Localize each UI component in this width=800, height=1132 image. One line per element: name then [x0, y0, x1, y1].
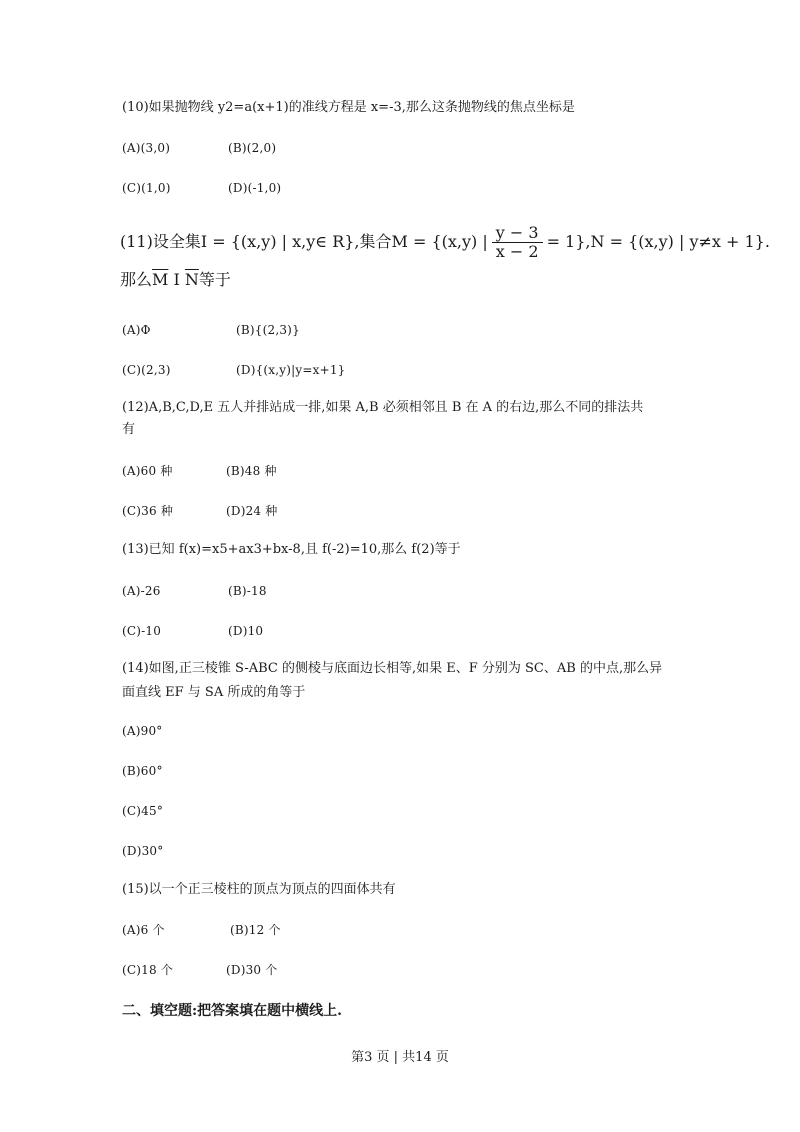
q14-option-c: (C)45°	[122, 804, 164, 818]
q10-option-a: (A)(3,0)	[122, 141, 171, 155]
q15-stem: (15)以一个正三棱柱的顶点为顶点的四面体共有	[122, 882, 396, 897]
q10-option-b: (B)(2,0)	[228, 141, 277, 155]
q14-option-a: (A)90°	[122, 724, 163, 738]
q10-stem: (10)如果抛物线 y2=a(x+1)的准线方程是 x=-3,那么这条抛物线的焦点坐标是	[122, 100, 575, 115]
q11-n-complement: $\overline{N}$	[184, 270, 199, 289]
q14-option-d: (D)30°	[122, 844, 164, 858]
q13-option-d: (D)10	[228, 624, 264, 638]
q12-option-a: (A)60 种	[122, 464, 173, 478]
q11-part2: = 1},N = {(x,y) | y≠x + 1}.	[546, 232, 770, 251]
q11-option-b: (B){(2,3)}	[236, 323, 300, 337]
q10-option-d: (D)(-1,0)	[228, 181, 282, 195]
q11-stem-line2	[120, 268, 231, 292]
q14-option-b: (B)60°	[122, 764, 163, 778]
q15-option-d: (D)30 个	[226, 963, 278, 977]
q11-line2-post: 等于	[198, 270, 231, 289]
q12-option-c: (C)36 种	[122, 504, 174, 518]
q15-option-a: (A)6 个	[122, 923, 165, 937]
q11-line2-pre: 那么	[120, 270, 153, 289]
q14-stem-line2: 面直线 EF 与 SA 所成的角等于	[122, 685, 306, 700]
q14-stem-line1: (14)如图,正三棱锥 S-ABC 的侧棱与底面边长相等,如果 E、F 分别为 SC、AB 的中点,那么异	[122, 661, 663, 676]
q15-option-c: (C)18 个	[122, 963, 174, 977]
q13-option-c: (C)-10	[122, 624, 162, 638]
section-heading-fill-in: 二、填空题:把答案填在题中横线上.	[122, 1003, 343, 1019]
q12-option-b: (B)48 种	[226, 464, 277, 478]
q11-option-d: (D){(x,y)|y=x+1}	[236, 363, 346, 377]
q11-fraction-denominator: x − 2	[495, 242, 539, 261]
q13-option-a: (A)-26	[122, 584, 161, 598]
q11-part1: (11)设全集I = {(x,y) | x,y∈ R},集合M = {(x,y) |	[120, 232, 488, 251]
q12-stem-line2: 有	[122, 422, 136, 437]
q10-option-c: (C)(1,0)	[122, 181, 171, 195]
q15-option-b: (B)12 个	[230, 923, 281, 937]
q13-option-b: (B)-18	[228, 584, 267, 598]
q13-stem: (13)已知 f(x)=x5+ax3+bx-8,且 f(-2)=10,那么 f(2)等于	[122, 542, 461, 557]
q11-mid: I	[173, 270, 180, 289]
q12-option-d: (D)24 种	[226, 504, 278, 518]
q11-fraction-numerator: y − 3	[492, 224, 543, 243]
page-footer: 第3 页 | 共14 页	[351, 1050, 449, 1065]
q11-m-complement: $\overline{M}$	[152, 270, 169, 289]
q12-stem-line1: (12)A,B,C,D,E 五人并排站成一排,如果 A,B 必须相邻且 B 在 A 的右边,那么不同的排法共	[122, 400, 644, 415]
q11-stem-line1	[120, 224, 770, 261]
q11-option-c: (C)(2,3)	[122, 363, 171, 377]
q11-option-a: (A)Φ	[122, 323, 151, 337]
q11-fraction	[492, 224, 543, 261]
